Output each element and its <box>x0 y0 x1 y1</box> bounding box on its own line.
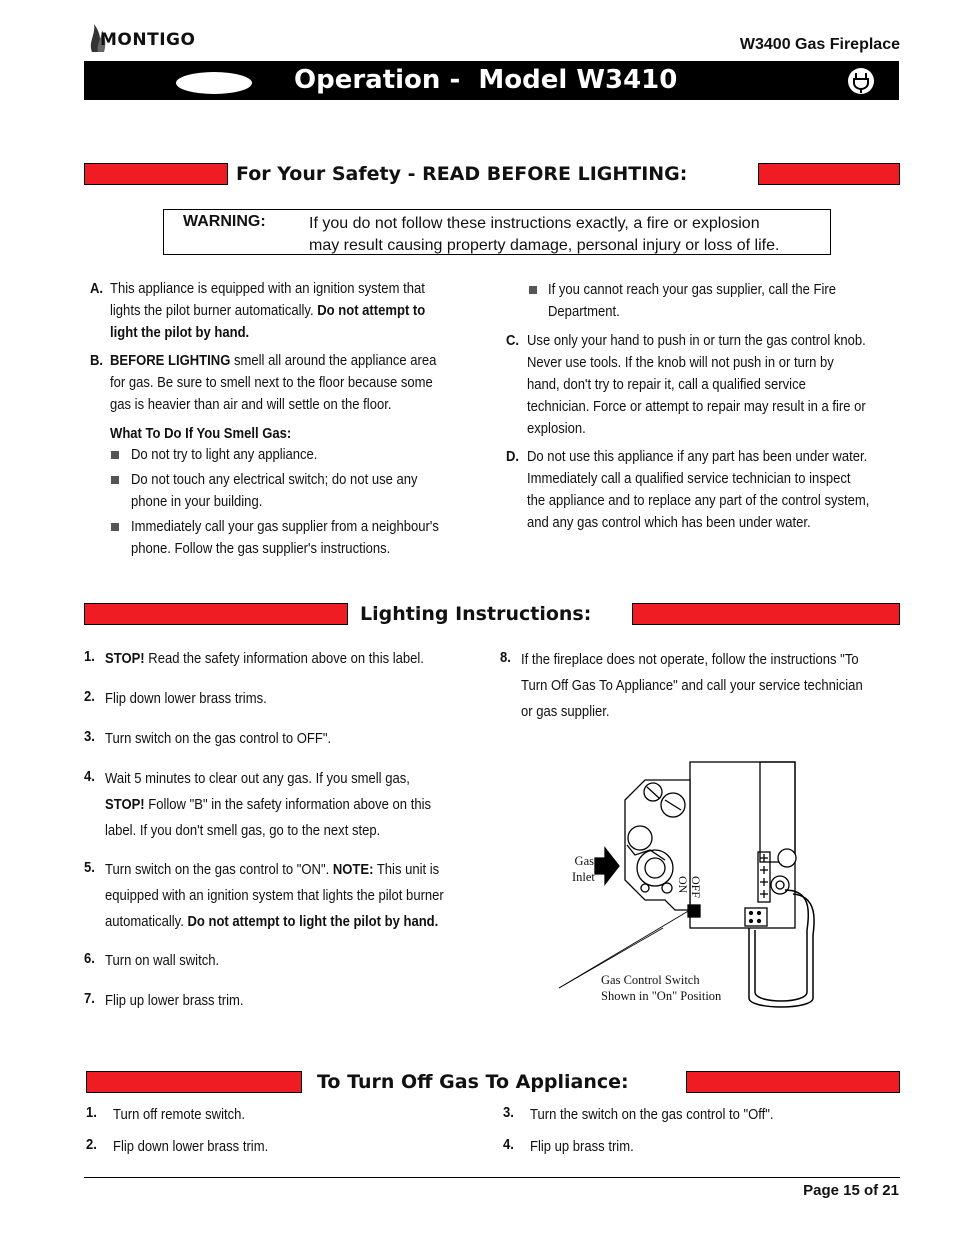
page-title: Operation - Model W3410 <box>294 65 678 95</box>
power-plug-icon <box>846 66 876 96</box>
smell-gas-heading: What To Do If You Smell Gas: <box>110 426 292 442</box>
lighting-step-5 <box>105 857 492 935</box>
text-line: Turn switch on the gas control to "ON". NOTE: This unit is <box>105 862 440 878</box>
text-line: the appliance and to replace any part of the control system, <box>527 493 870 509</box>
bullet-icon <box>111 451 119 459</box>
text-line: Do not touch any electrical switch; do not use any <box>131 472 418 488</box>
turn-off-heading: To Turn Off Gas To Appliance: <box>317 1071 629 1093</box>
step-number: 6. <box>84 951 95 967</box>
step-number: 7. <box>84 991 95 1007</box>
lighting-step-6: Turn on wall switch. <box>105 953 220 969</box>
text-line: Turn Off Gas To Appliance" and call your service technician <box>521 678 863 694</box>
step-number: 4. <box>84 769 95 785</box>
step-number: 1. <box>84 649 95 665</box>
red-bar-right <box>686 1071 900 1093</box>
text-line: Use only your hand to push in or turn the gas control knob. <box>527 333 866 349</box>
smell-item-1: Do not try to light any appliance. <box>131 447 318 463</box>
lighting-step-7: Flip up lower brass trim. <box>105 993 244 1009</box>
warning-line: may result causing property damage, personal injury or loss of life. <box>309 237 780 254</box>
turn-off-step-4: Flip up brass trim. <box>530 1139 634 1155</box>
diagram-caption <box>601 972 721 1004</box>
turn-off-step-3: Turn the switch on the gas control to "Off". <box>530 1107 774 1123</box>
text-line: phone in your building. <box>131 494 263 510</box>
title-oval-decoration <box>176 72 252 94</box>
smell-item-4 <box>548 279 890 323</box>
text-line: Never use tools. If the knob will not push in or turn by <box>527 355 834 371</box>
step-number: 1. <box>86 1105 97 1121</box>
smell-item-2 <box>131 469 473 513</box>
step-number: 4. <box>503 1137 514 1153</box>
text-line: Do not use this appliance if any part has been under water. <box>527 449 868 465</box>
text-line: automatically. Do not attempt to light the pilot by hand. <box>105 914 439 930</box>
step-number: 3. <box>503 1105 514 1121</box>
safety-item-d-label: D. <box>506 449 520 465</box>
step-number: 8. <box>500 650 511 666</box>
safety-item-b <box>110 350 488 416</box>
text-line: explosion. <box>527 421 586 437</box>
safety-item-b-label: B. <box>90 353 104 369</box>
bullet-icon <box>529 286 537 294</box>
text-line: Immediately call your gas supplier from a neighbour's <box>131 519 439 535</box>
safety-item-d <box>527 446 905 534</box>
text-line: label. If you don't smell gas, go to the next step. <box>105 823 381 839</box>
warning-label: WARNING: <box>183 213 266 230</box>
text-line: Department. <box>548 304 620 320</box>
bullet-icon <box>111 476 119 484</box>
warning-line: If you do not follow these instructions exactly, a fire or explosion <box>309 215 760 232</box>
safety-item-c-label: C. <box>506 333 520 349</box>
lighting-step-8 <box>521 647 899 725</box>
step-number: 5. <box>84 860 95 876</box>
gas-inlet-label <box>572 853 594 885</box>
lighting-step-3: Turn switch on the gas control to OFF". <box>105 731 332 747</box>
text-line: Shown in "On" Position <box>601 989 722 1003</box>
switch-position-labels <box>676 876 702 898</box>
bullet-icon <box>111 523 119 531</box>
text-line: Inlet <box>572 870 595 884</box>
lighting-step-1: STOP! Read the safety information above on this label. <box>105 651 424 667</box>
text-line: If you cannot reach your gas supplier, call the Fire <box>548 282 836 298</box>
text-line: gas is heavier than air and will settle on the floor. <box>110 397 392 413</box>
red-bar-right <box>758 163 900 185</box>
text-line: STOP! Follow "B" in the safety information above on this <box>105 797 432 813</box>
safety-item-a-label: A. <box>90 281 104 297</box>
on-label: ON <box>676 876 690 894</box>
text-line: or gas supplier. <box>521 704 610 720</box>
text-line: for gas. Be sure to smell next to the floor because some <box>110 375 433 391</box>
footer-divider <box>84 1177 900 1178</box>
text-line: equipped with an ignition system that lights the pilot burner <box>105 888 444 904</box>
red-bar-left <box>84 603 348 625</box>
text-line: Gas <box>574 854 594 868</box>
lighting-step-2: Flip down lower brass trims. <box>105 691 267 707</box>
text-line: and any gas control which has been under water. <box>527 515 811 531</box>
off-label: OFF <box>689 876 703 899</box>
text-line: hand, don't try to repair it, call a qualified service <box>527 377 806 393</box>
lighting-step-4 <box>105 766 483 844</box>
red-bar-left <box>86 1071 302 1093</box>
document-title: W3400 Gas Fireplace <box>739 36 900 53</box>
safety-item-a <box>110 278 488 344</box>
logo-wordmark: MONTIGO <box>100 30 196 50</box>
turn-off-step-2: Flip down lower brass trim. <box>113 1139 269 1155</box>
safety-heading: For Your Safety - READ BEFORE LIGHTING: <box>236 163 688 185</box>
text-line: technician. Force or attempt to repair may result in a fire or <box>527 399 866 415</box>
page-number: Page 15 of 21 <box>803 1182 899 1199</box>
text-line: Gas Control Switch <box>601 973 700 987</box>
red-bar-left <box>84 163 228 185</box>
text-line: This appliance is equipped with an ignition system that <box>110 281 425 297</box>
step-number: 2. <box>84 689 95 705</box>
turn-off-step-1: Turn off remote switch. <box>113 1107 246 1123</box>
warning-text <box>309 213 829 257</box>
text-line: light the pilot by hand. <box>110 325 250 341</box>
text-line: If the fireplace does not operate, follow the instructions "To <box>521 652 859 668</box>
smell-item-3 <box>131 516 473 560</box>
text-line: BEFORE LIGHTING smell all around the appliance area <box>110 353 437 369</box>
text-line: Immediately call a qualified service technician to inspect <box>527 471 851 487</box>
text-line: lights the pilot burner automatically. Do not attempt to <box>110 303 426 319</box>
text-line: Wait 5 minutes to clear out any gas. If you smell gas, <box>105 771 410 787</box>
text-line: phone. Follow the gas supplier's instructions. <box>131 541 391 557</box>
step-number: 2. <box>86 1137 97 1153</box>
lighting-heading: Lighting Instructions: <box>360 603 592 625</box>
safety-item-c <box>527 330 905 440</box>
step-number: 3. <box>84 729 95 745</box>
red-bar-right <box>632 603 900 625</box>
